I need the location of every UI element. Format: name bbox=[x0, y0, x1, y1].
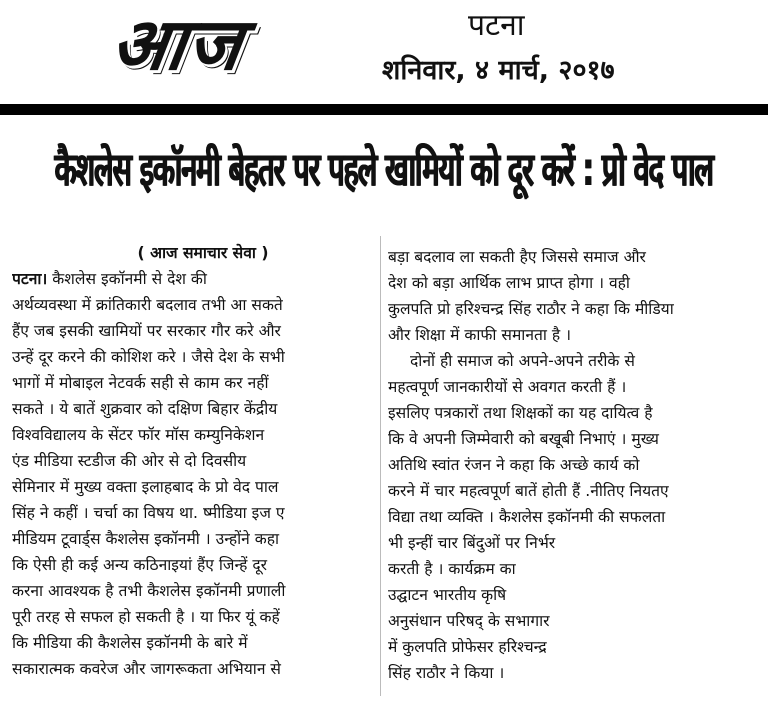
body-line: अनुसंधान परिषद् के सभागार bbox=[388, 612, 550, 630]
newspaper-logo: आज bbox=[106, 2, 249, 86]
edition-city: पटना bbox=[468, 8, 525, 43]
article-headline-box bbox=[6, 124, 762, 214]
body-line: पूरी तरह से सफल हो सकती है । या फिर यूं कहें bbox=[12, 608, 280, 626]
body-line: सकारात्मक कवरेज और जागरूकता अभियान से bbox=[12, 660, 281, 678]
body-line: कैशलेस इकॉनमी से देश की bbox=[52, 270, 207, 288]
body-line: कि ऐसी ही कई अन्य कठिनाइयां हैंए जिन्हें दूर bbox=[12, 556, 268, 574]
article-column-left bbox=[12, 240, 372, 682]
body-line: में कुलपति प्रोफेसर हरिश्चन्द्र bbox=[388, 638, 547, 656]
body-line: भागों में मोबाइल नेटवर्क सही से काम कर नहीं bbox=[12, 374, 269, 392]
body-line: सेमिनार में मुख्य वक्ता इलाहबाद के प्रो वेद पाल bbox=[12, 478, 279, 496]
body-line: करती है । कार्यक्रम का bbox=[388, 560, 516, 578]
body-line: कि मीडिया की कैशलेस इकॉनमी के बारे में bbox=[12, 634, 248, 652]
edition-date: शनिवार, ४ मार्च, २०१७ bbox=[382, 55, 615, 86]
byline: ( आज समाचार सेवा ) bbox=[137, 244, 269, 262]
column-divider bbox=[380, 236, 381, 696]
body-line: एंड मीडिया स्टडीज की ओर से दो दिवसीय bbox=[12, 452, 247, 470]
body-line: सिंह राठौर ने किया । bbox=[388, 664, 505, 682]
body-line: मीडियम टूवार्ड्स कैशलेस इकॉनमी । उन्होंने कहा bbox=[12, 530, 280, 548]
article-headline: कैशलेस इकॉनमी बेहतर पर पहले खामियों को दूर करें : प्रो वेद पाल bbox=[54, 142, 714, 196]
body-line: करने में चार महत्वपूर्ण बातें होती हैं .नीतिए नियतए bbox=[388, 482, 669, 500]
body-line: अतिथि स्वांत रंजन ने कहा कि अच्छे कार्य को bbox=[388, 456, 640, 474]
dateline: पटना। bbox=[12, 270, 48, 288]
body-line: सकते । ये बातें शुक्रवार को दक्षिण बिहार केंद्रीय bbox=[12, 400, 278, 418]
body-line: करना आवश्यक है तभी कैशलेस इकॉनमी प्रणाली bbox=[12, 582, 286, 600]
body-line: सिंह ने कहीं । चर्चा का विषय था. ष्मीडिया इज ए bbox=[12, 504, 285, 522]
body-line: देश को बड़ा आर्थिक लाभ प्राप्त होगा । वही bbox=[388, 274, 630, 292]
body-line: विद्या तथा व्यक्ति । कैशलेस इकॉनमी की सफलता bbox=[388, 508, 666, 526]
body-line: कुलपति प्रो हरिश्चन्द्र सिंह राठौर ने कहा कि मीडिया bbox=[388, 300, 674, 318]
body-line: और शिक्षा में काफी समानता है । bbox=[388, 326, 572, 344]
body-line: दोनों ही समाज को अपने-अपने तरीके से bbox=[410, 352, 635, 370]
body-line: इसलिए पत्रकारों तथा शिक्षकों का यह दायित्व है bbox=[388, 404, 653, 422]
body-line: भी इन्हीं चार बिंदुओं पर निर्भर bbox=[388, 534, 556, 552]
article-column-right bbox=[388, 244, 752, 686]
body-line: उद्घाटन भारतीय कृषि bbox=[388, 586, 507, 604]
body-line: अर्थव्यवस्था में क्रांतिकारी बदलाव तभी आ सकते bbox=[12, 296, 283, 314]
body-line: कि वे अपनी जिम्मेवारी को बखूबी निभाएं । मुख्य bbox=[388, 430, 659, 448]
body-line: बड़ा बदलाव ला सकती हैए जिससे समाज और bbox=[388, 248, 646, 266]
body-line: महत्वपूर्ण जानकारीयों से अवगत करती हैं । bbox=[388, 378, 627, 396]
body-line: उन्हें दूर करने की कोशिश करे । जैसे देश के सभी bbox=[12, 348, 285, 366]
body-line: हैंए जब इसकी खामियों पर सरकार गौर करे और bbox=[12, 322, 281, 340]
body-line: विश्वविद्यालय के सेंटर फॉर मॉस कम्युनिकेशन bbox=[12, 426, 265, 444]
first-paragraph-line bbox=[12, 266, 372, 292]
masthead bbox=[0, 0, 768, 104]
masthead-rule bbox=[0, 104, 768, 115]
